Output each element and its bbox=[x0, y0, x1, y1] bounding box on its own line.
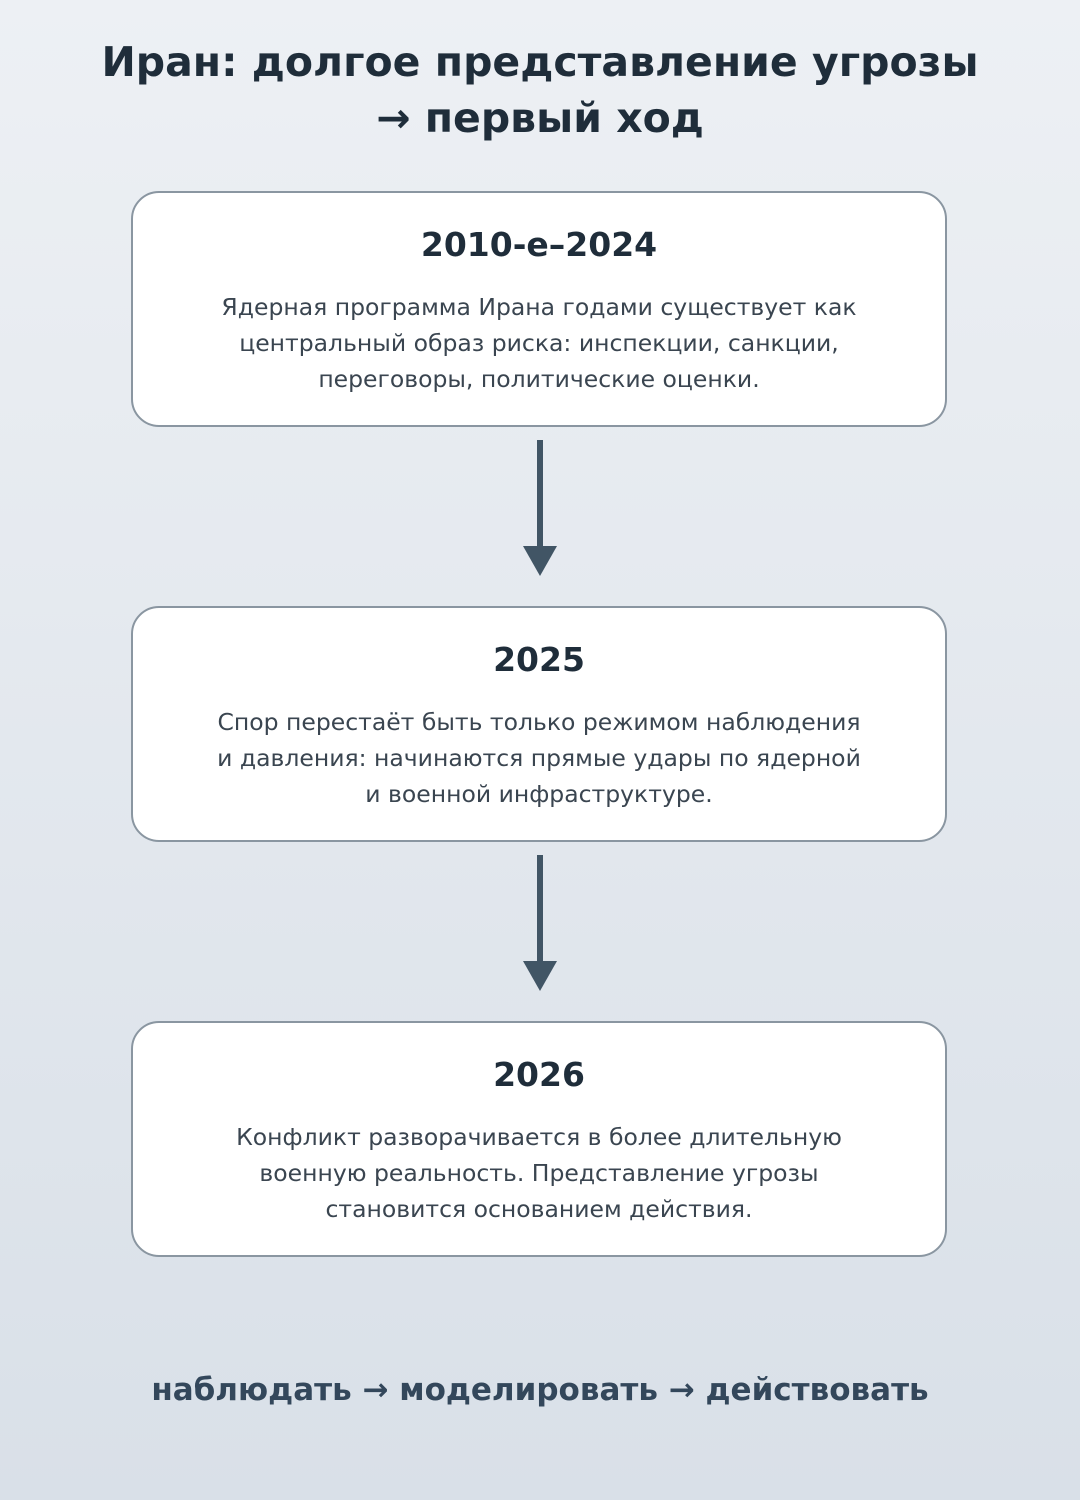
stage-year: 2025 bbox=[493, 640, 585, 679]
stage-description bbox=[173, 704, 905, 812]
stage-description-line: Спор перестаёт быть только режимом наблюдения bbox=[217, 708, 861, 736]
footer-summary: наблюдать → моделировать → действовать bbox=[151, 1372, 929, 1408]
stage-description-line: Конфликт разворачивается в более длительную bbox=[236, 1123, 842, 1151]
stage-card-2026 bbox=[131, 1021, 947, 1257]
stage-year: 2026 bbox=[493, 1055, 585, 1094]
stage-description bbox=[173, 289, 905, 397]
stage-description-line: военную реальность. Представление угрозы bbox=[259, 1159, 819, 1187]
stage-year: 2010-е–2024 bbox=[420, 225, 658, 264]
stage-description-line: становится основанием действия. bbox=[325, 1195, 753, 1223]
page-title bbox=[40, 34, 1040, 146]
stage-description-line: переговоры, политические оценки. bbox=[318, 365, 760, 393]
stage-description-line: Ядерная программа Ирана годами существует как bbox=[221, 293, 857, 321]
stage-description bbox=[173, 1119, 905, 1227]
title-line-2: → первый ход bbox=[376, 94, 704, 142]
down-arrow-icon bbox=[520, 438, 560, 578]
title-line-1: Иран: долгое представление угрозы bbox=[101, 38, 979, 86]
stage-card-2025 bbox=[131, 606, 947, 842]
stage-description-line: и давления: начинаются прямые удары по ядерной bbox=[217, 744, 861, 772]
stage-description-line: центральный образ риска: инспекции, санкции, bbox=[239, 329, 839, 357]
stage-description-line: и военной инфраструктуре. bbox=[365, 780, 713, 808]
stage-card-2010s-2024 bbox=[131, 191, 947, 427]
down-arrow-icon bbox=[520, 853, 560, 993]
